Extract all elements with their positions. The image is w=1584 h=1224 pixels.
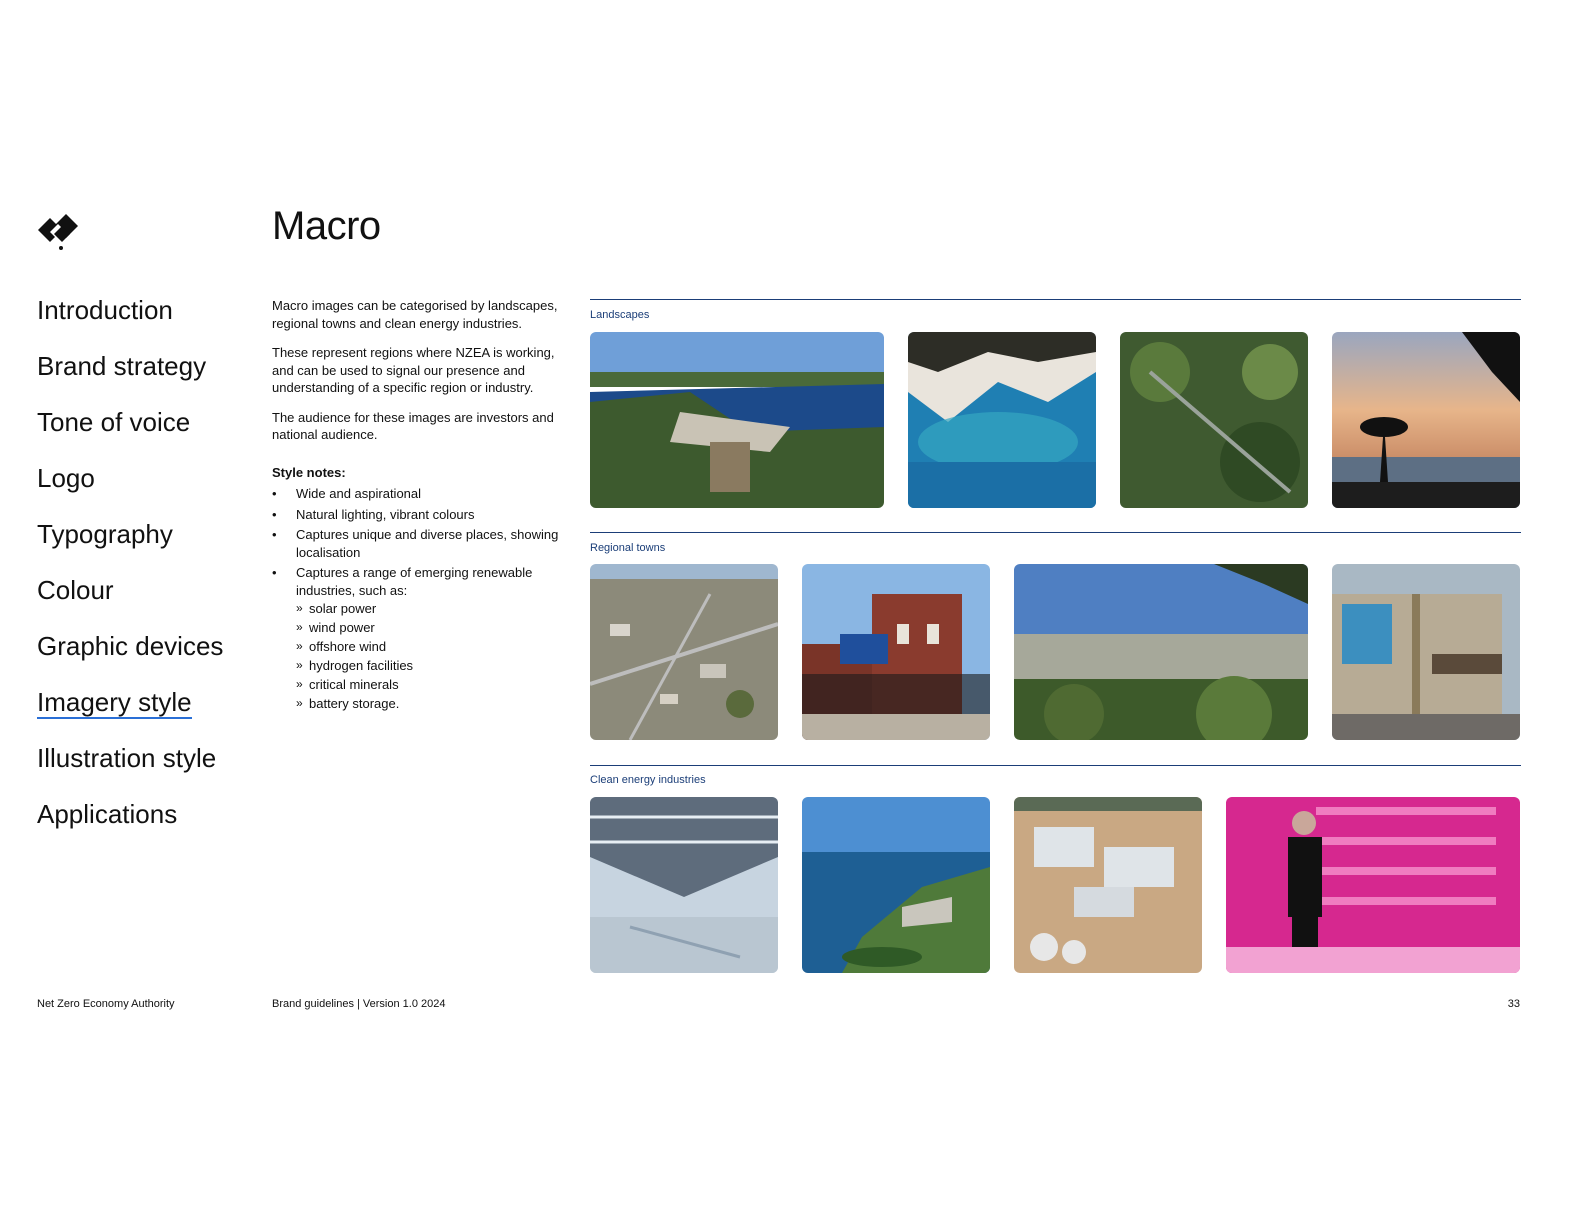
style-notes-heading: Style notes: xyxy=(272,464,346,480)
photo-valley-town-view xyxy=(1014,564,1308,740)
photo-museum-building xyxy=(802,564,990,740)
photo-heritage-pub xyxy=(1332,564,1520,740)
section-label-landscapes: Landscapes xyxy=(590,309,650,321)
audience-paragraph: The audience for these images are investors and national audience. xyxy=(272,409,554,442)
page-title: Macro xyxy=(272,204,381,248)
photo-aerial-coast xyxy=(908,332,1096,508)
nav-item-applications[interactable]: Applications xyxy=(37,799,178,829)
nav-item-logo[interactable]: Logo xyxy=(37,463,95,493)
section-label-regional-towns: Regional towns xyxy=(590,542,666,554)
list-item: • Natural lighting, vibrant colours xyxy=(272,506,562,524)
nav-item-tone-of-voice[interactable]: Tone of voice xyxy=(37,407,191,437)
intro-paragraph: Macro images can be categorised by landscapes, regional towns and clean energy industries. xyxy=(272,298,558,331)
sublist-item: » offshore wind xyxy=(296,637,562,656)
list-item xyxy=(272,564,562,713)
photo-town-aerial xyxy=(590,564,778,740)
nav-item-illustration-style[interactable]: Illustration style xyxy=(37,743,217,773)
page-number: 33 xyxy=(1507,998,1520,1010)
photo-vertical-farm xyxy=(1226,797,1520,973)
sublist-item: » critical minerals xyxy=(296,675,562,694)
section-divider xyxy=(590,299,1521,300)
footer-document-version: Brand guidelines | Version 1.0 2024 xyxy=(272,998,446,1010)
photo-sunset-coast xyxy=(1332,332,1520,508)
section-divider xyxy=(590,765,1521,766)
list-item-text: Captures a range of emerging renewable industries, such as: xyxy=(296,565,533,598)
sublist-item: » solar power xyxy=(296,599,562,618)
photo-coastal-headland xyxy=(802,797,990,973)
industries-sublist xyxy=(296,599,562,713)
sidebar-nav xyxy=(37,290,223,850)
nav-item-introduction[interactable]: Introduction xyxy=(37,295,173,325)
nav-item-graphic-devices[interactable]: Graphic devices xyxy=(37,631,224,661)
photo-battery-storage-site xyxy=(1014,797,1202,973)
nav-item-brand-strategy[interactable]: Brand strategy xyxy=(37,351,207,381)
sublist-item: » battery storage. xyxy=(296,694,562,713)
sublist-item: » wind power xyxy=(296,618,562,637)
nav-item-colour[interactable]: Colour xyxy=(37,575,114,605)
nzea-logo-icon xyxy=(36,212,80,252)
body-copy xyxy=(272,297,562,716)
photo-forest-aerial xyxy=(1120,332,1308,508)
style-notes-list xyxy=(272,485,562,713)
nav-item-typography[interactable]: Typography xyxy=(37,519,173,549)
list-item: • Wide and aspirational xyxy=(272,485,562,503)
regions-paragraph: These represent regions where NZEA is working, and can be used to signal our presence and understanding of a specific region or industry. xyxy=(272,345,555,395)
sublist-item: » hydrogen facilities xyxy=(296,656,562,675)
photo-warehouse-interior xyxy=(590,797,778,973)
section-divider xyxy=(590,532,1521,533)
nav-item-imagery-style[interactable]: Imagery style xyxy=(37,687,192,717)
footer-organisation: Net Zero Economy Authority xyxy=(37,998,175,1010)
photo-dam-landscape xyxy=(590,332,884,508)
list-item: • Captures unique and diverse places, showing localisation xyxy=(272,526,562,561)
section-label-clean-energy-industries: Clean energy industries xyxy=(590,774,706,786)
